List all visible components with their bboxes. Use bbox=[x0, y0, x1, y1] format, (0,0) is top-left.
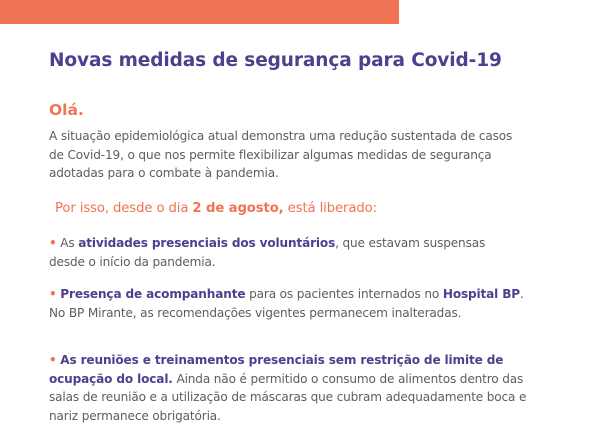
bullet-bold: atividades presenciais dos voluntários bbox=[78, 236, 336, 250]
intro-paragraph: A situação epidemiológica atual demonstra uma redução sustentada de casos de Covid-19, o que nos permite flexibilizar algumas medidas de segurança adotadas para o combate à pandemia. bbox=[49, 129, 513, 180]
bullet-bold: Presença de acompanhante bbox=[60, 287, 246, 301]
bullet-post: . No BP Mirante, as recomendações vigentes permanecem inalteradas. bbox=[49, 287, 524, 320]
top-accent-bar bbox=[0, 0, 399, 24]
bullet-dot: • bbox=[49, 287, 57, 301]
greeting: Olá. bbox=[49, 101, 84, 119]
bullet-pre: As bbox=[60, 236, 79, 250]
lead-date: 2 de agosto, bbox=[192, 201, 284, 216]
bullet-mid: Ainda não é permitido o consumo de alimentos dentro das salas de reunião e a utilização de máscaras que cubram adequadamente boca e nariz permanece obrigatória. bbox=[49, 371, 527, 423]
list-item bbox=[49, 234, 519, 271]
lead-after: está liberado: bbox=[283, 201, 377, 216]
page-title: Novas medidas de segurança para Covid-19 bbox=[49, 50, 502, 71]
list-item bbox=[49, 285, 529, 322]
bullet-dot: • bbox=[49, 353, 57, 367]
bullet-dot: • bbox=[49, 236, 57, 250]
list-item bbox=[49, 351, 529, 425]
lead-before: Por isso, desde o dia bbox=[55, 201, 193, 216]
bullet-bold: As reuniões e treinamentos presenciais sem restrição de limite de ocupação do local. bbox=[49, 353, 504, 386]
bullet-bold-2: Hospital BP bbox=[442, 287, 521, 301]
lead-sentence bbox=[55, 201, 377, 216]
bullet-mid: , que estavam suspensas desde o início da pandemia. bbox=[49, 236, 486, 269]
bullet-mid: para os pacientes internados no bbox=[245, 287, 443, 301]
